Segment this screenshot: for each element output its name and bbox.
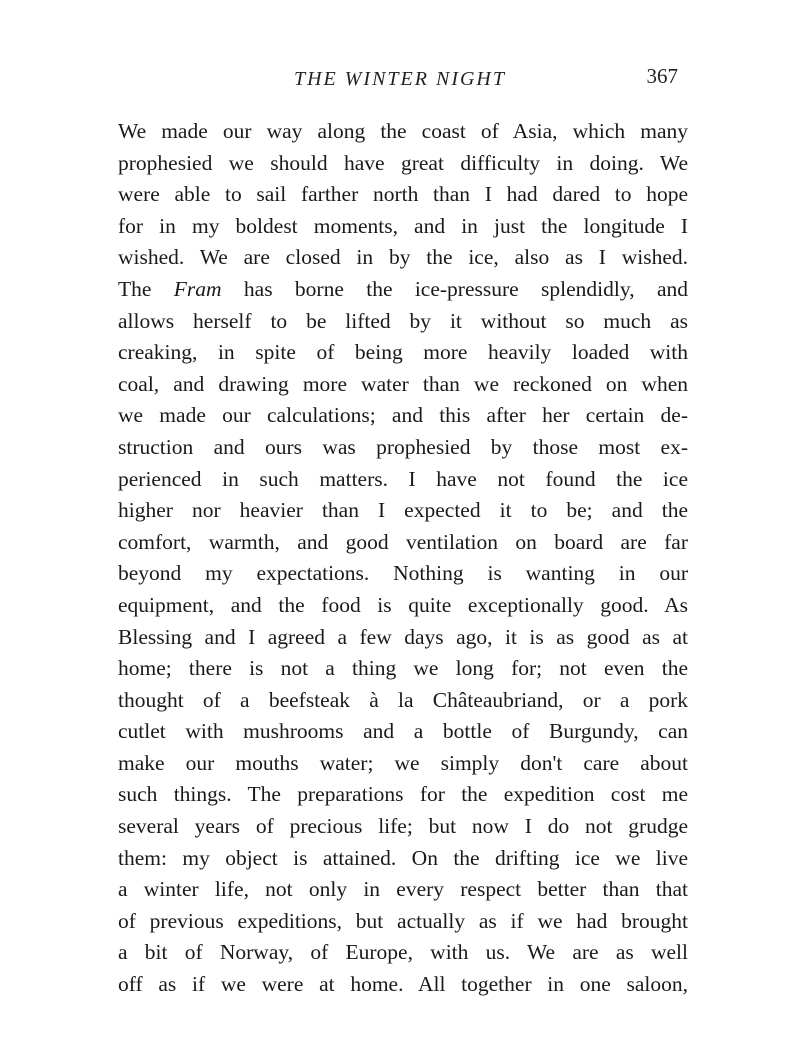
text-line: them: my object is attained. On the drifting ice we live xyxy=(118,845,688,870)
ship-name: Fram xyxy=(173,276,222,301)
text-line: comfort, warmth, and good ventilation on board are far xyxy=(118,529,688,554)
running-title: THE WINTER NIGHT xyxy=(293,68,506,90)
text-line: for in my boldest moments, and in just the longitude I xyxy=(118,213,688,238)
text-line: we made our calculations; and this after her certain de- xyxy=(118,403,688,428)
text-line: coal, and drawing more water than we reckoned on when xyxy=(118,371,688,396)
text-line: wished. We are closed in by the ice, also as I wished. xyxy=(118,245,688,270)
text-line: equipment, and the food is quite exceptionally good. As xyxy=(118,592,688,617)
text-line-with-ship-name: The Fram has borne the ice-pressure splendidly, and xyxy=(118,276,688,301)
text-line: of previous expeditions, but actually as if we had brought xyxy=(118,908,688,933)
text-line: allows herself to be lifted by it without so much as xyxy=(118,308,688,333)
text-line: such things. The preparations for the expedition cost me xyxy=(118,782,688,807)
text-line: several years of precious life; but now I do not grudge xyxy=(118,814,688,839)
text-line: a bit of Norway, of Europe, with us. We are as well xyxy=(118,940,688,965)
text-line: make our mouths water; we simply don't care about xyxy=(118,750,688,775)
text-line: beyond my expectations. Nothing is wanting in our xyxy=(118,561,688,586)
text-line: creaking, in spite of being more heavily loaded with xyxy=(118,340,688,365)
text-line: higher nor heavier than I expected it to be; and the xyxy=(118,498,688,523)
text-line: cutlet with mushrooms and a bottle of Burgundy, can xyxy=(118,719,688,744)
text-line: thought of a beefsteak à la Châteaubriand, or a pork xyxy=(118,687,688,712)
body-text xyxy=(118,116,688,1001)
text-line: struction and ours was prophesied by those most ex- xyxy=(118,434,688,459)
text-line: prophesied we should have great difficulty in doing. We xyxy=(118,150,688,175)
text-line: Blessing and I agreed a few days ago, it is as good as at xyxy=(118,624,688,649)
text-line: We made our way along the coast of Asia, which many xyxy=(118,119,688,143)
text-line: perienced in such matters. I have not found the ice xyxy=(118,466,688,491)
text-line: were able to sail farther north than I had dared to hope xyxy=(118,182,688,207)
text-line: a winter life, not only in every respect better than that xyxy=(118,877,688,902)
text-line: off as if we were at home. All together in one saloon, xyxy=(118,972,688,997)
page-number: 367 xyxy=(646,64,678,88)
text-line: home; there is not a thing we long for; not even the xyxy=(118,656,688,681)
running-head xyxy=(0,64,800,100)
